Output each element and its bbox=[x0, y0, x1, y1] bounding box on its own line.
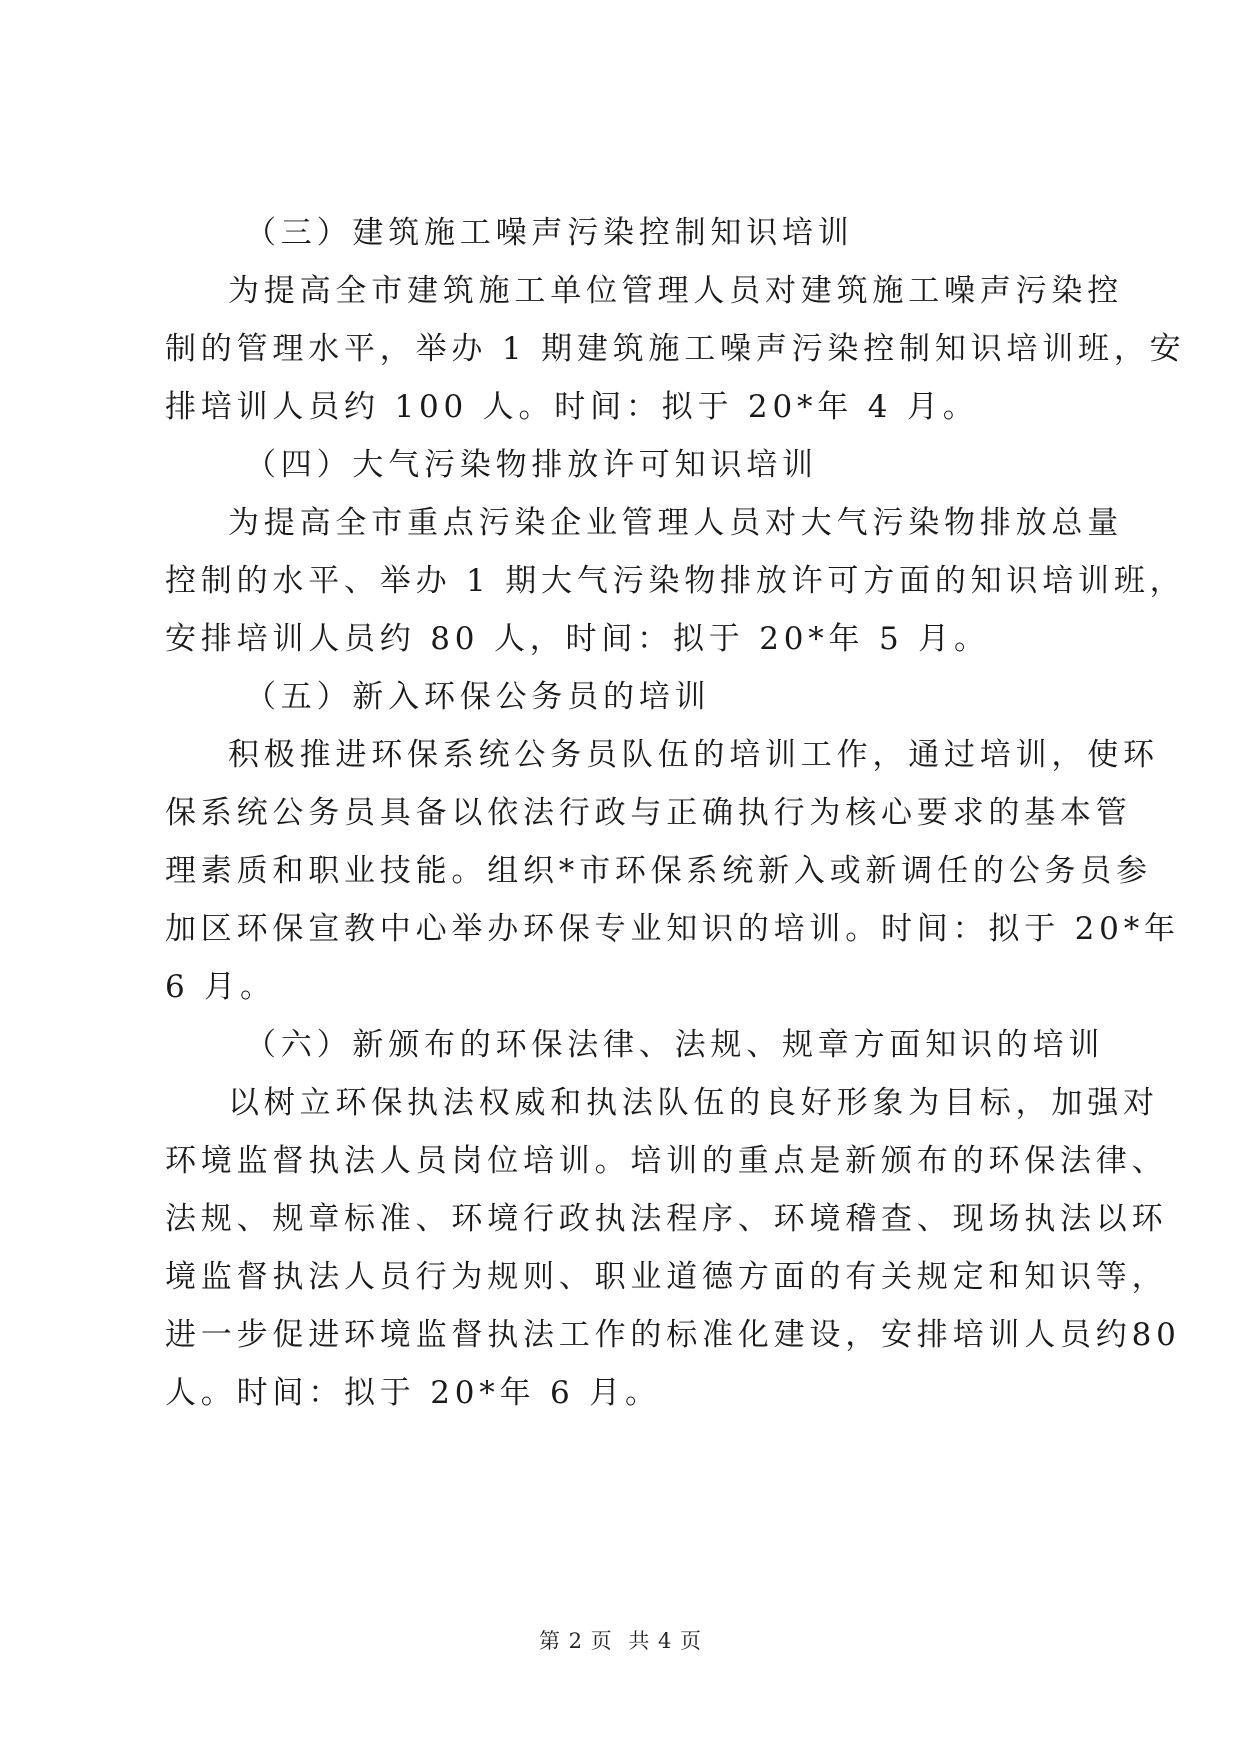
paragraph-line: 制的管理水平，举办 1 期建筑施工噪声污染控制知识培训班，安 bbox=[165, 331, 1186, 367]
section-heading: （六）新颁布的环保法律、法规、规章方面知识的培训 bbox=[245, 1027, 1105, 1063]
section-heading: （三）建筑施工噪声污染控制知识培训 bbox=[245, 215, 854, 251]
paragraph-line: 境监督执法人员行为规则、职业道德方面的有关规定和知识等， bbox=[165, 1259, 1168, 1295]
paragraph-line: 积极推进环保系统公务员队伍的培训工作，通过培训，使环 bbox=[228, 737, 1159, 773]
section-heading: （四）大气污染物排放许可知识培训 bbox=[245, 447, 818, 483]
page-total: 共 4 页 bbox=[628, 1629, 703, 1653]
paragraph-line: 进一步促进环境监督执法工作的标准化建设，安排培训人员约80 bbox=[165, 1317, 1181, 1353]
paragraph-line: 以树立环保执法权威和执法队伍的良好形象为目标，加强对 bbox=[228, 1085, 1159, 1121]
paragraph-line: 保系统公务员具备以依法行政与正确执行为核心要求的基本管 bbox=[165, 795, 1132, 831]
paragraph-line: 理素质和职业技能。组织*市环保系统新入或新调任的公务员参 bbox=[165, 853, 1152, 889]
paragraph-line: 人。时间：拟于 20*年 6 月。 bbox=[165, 1375, 661, 1411]
section-heading: （五）新入环保公务员的培训 bbox=[245, 679, 711, 715]
document-body bbox=[165, 204, 1186, 1422]
paragraph-line: 控制的水平、举办 1 期大气污染物排放许可方面的知识培训班， bbox=[165, 563, 1186, 599]
paragraph-line: 为提高全市重点污染企业管理人员对大气污染物排放总量 bbox=[228, 505, 1123, 541]
paragraph-line: 为提高全市建筑施工单位管理人员对建筑施工噪声污染控 bbox=[228, 273, 1123, 309]
paragraph-line: 环境监督执法人员岗位培训。培训的重点是新颁布的环保法律、 bbox=[165, 1143, 1168, 1179]
page-footer bbox=[0, 1625, 1241, 1655]
paragraph-line: 加区环保宣教中心举办环保专业知识的培训。时间：拟于 20*年 bbox=[165, 911, 1180, 947]
paragraph-line: 排培训人员约 100 人。时间：拟于 20*年 4 月。 bbox=[165, 389, 979, 425]
paragraph-line: 法规、规章标准、环境行政执法程序、环境稽查、现场执法以环 bbox=[165, 1201, 1168, 1237]
page-number: 第 2 页 bbox=[538, 1629, 613, 1653]
paragraph-line: 安排培训人员约 80 人，时间：拟于 20*年 5 月。 bbox=[165, 621, 990, 657]
paragraph-line: 6 月。 bbox=[165, 969, 276, 1005]
